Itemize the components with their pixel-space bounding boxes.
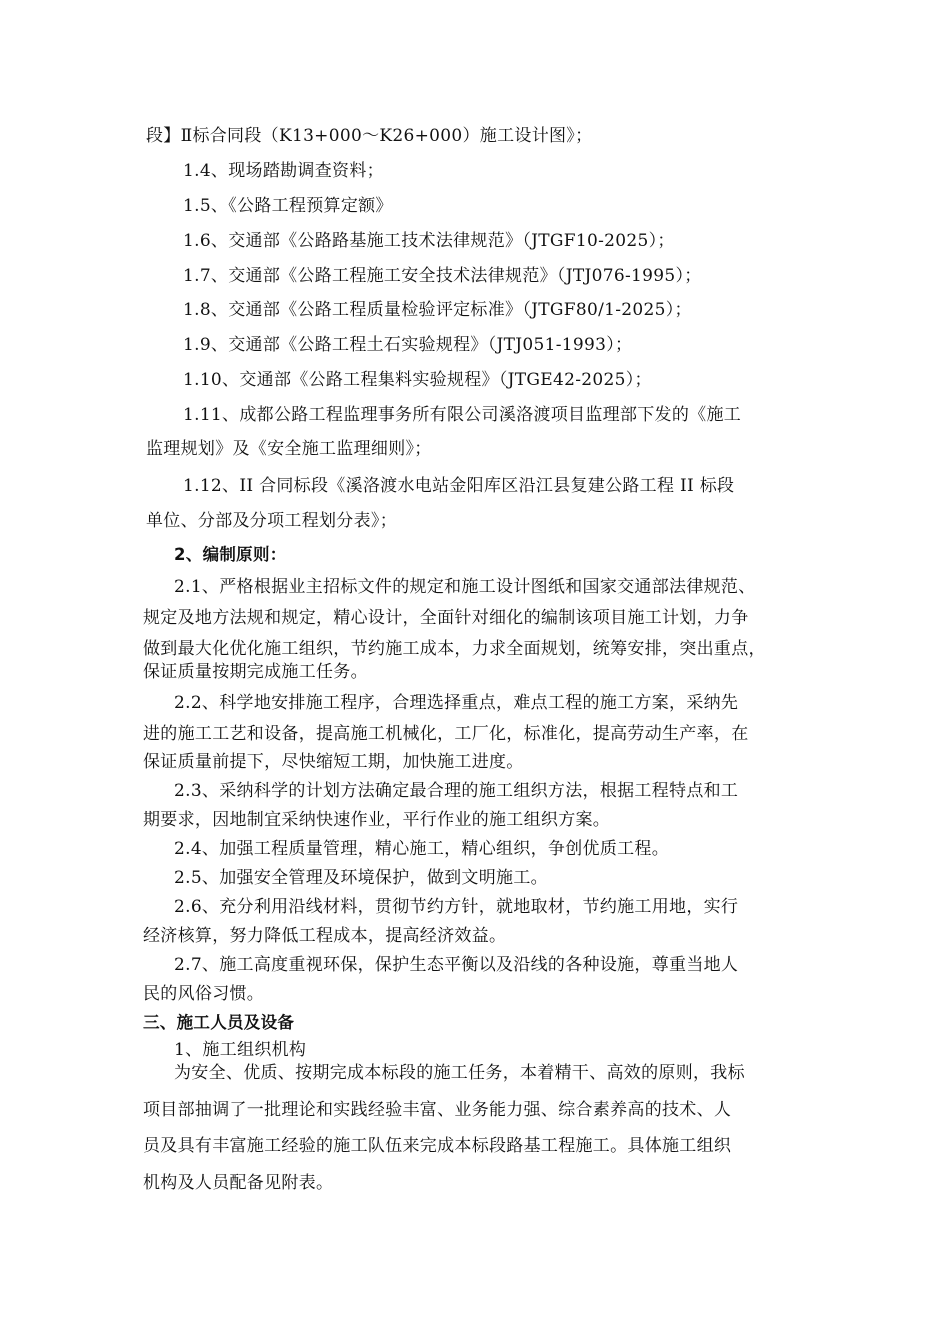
section-heading: 2、编制原则： — [174, 545, 287, 564]
text-line: 1.10、交通部《公路工程集料实验规程》（JTGE42-2025）； — [183, 370, 652, 390]
text-line: 单位、分部及分项工程划分表》； — [146, 511, 397, 531]
text-line: 员及具有丰富施工经验的施工队伍来完成本标段路基工程施工。具体施工组织 — [143, 1136, 732, 1156]
text-line: 2.1、严格根据业主招标文件的规定和施工设计图纸和国家交通部法律规范、 — [174, 577, 756, 597]
section-heading: 三、施工人员及设备 — [143, 1013, 295, 1032]
text-line: 进的施工工艺和设备，提高施工机械化，工厂化，标准化，提高劳动生产率，在 — [143, 724, 749, 744]
text-line: 1.12、II 合同标段《溪洛渡水电站金阳库区沿江县复建公路工程 II 标段 — [183, 476, 735, 496]
text-line: 1.11、成都公路工程监理事务所有限公司溪洛渡项目监理部下发的《施工 — [183, 405, 742, 425]
text-line: 项目部抽调了一批理论和实践经验丰富、业务能力强、综合素养高的技术、人 — [143, 1100, 732, 1120]
text-line: 1.5、《公路工程预算定额》 — [183, 196, 393, 216]
text-line: 段】Ⅱ标合同段（K13+000～K26+000）施工设计图》； — [146, 126, 593, 146]
text-line: 保证质量按期完成施工任务。 — [143, 662, 368, 682]
text-line: 经济核算，努力降低工程成本，提高经济效益。 — [143, 926, 507, 946]
text-line: 1.6、交通部《公路路基施工技术法律规范》（JTGF10-2025）； — [183, 231, 675, 251]
text-line: 为安全、优质、按期完成本标段的施工任务，本着精干、高效的原则，我标 — [174, 1063, 745, 1083]
text-line: 机构及人员配备见附表。 — [143, 1173, 334, 1193]
text-line: 2.7、施工高度重视环保，保护生态平衡以及沿线的各种设施，尊重当地人 — [174, 955, 739, 975]
text-line: 1.8、交通部《公路工程质量检验评定标准》（JTGF80/1-2025）； — [183, 300, 692, 320]
subsection-heading: 1、施工组织机构 — [174, 1040, 307, 1060]
text-line: 2.3、采纳科学的计划方法确定最合理的施工组织方法，根据工程特点和工 — [174, 781, 739, 801]
text-line: 2.5、加强安全管理及环境保护，做到文明施工。 — [174, 868, 548, 888]
text-line: 期要求，因地制宜采纳快速作业，平行作业的施工组织方案。 — [143, 810, 611, 830]
text-line: 做到最大化优化施工组织，节约施工成本，力求全面规划，统筹安排，突出重点， — [143, 639, 766, 659]
text-line: 1.9、交通部《公路工程土石实验规程》（JTJ051-1993）； — [183, 335, 633, 355]
text-line: 1.7、交通部《公路工程施工安全技术法律规范》（JTJ076-1995）； — [183, 266, 702, 286]
text-line: 保证质量前提下，尽快缩短工期，加快施工进度。 — [143, 752, 524, 772]
text-line: 2.2、科学地安排施工程序，合理选择重点，难点工程的施工方案，采纳先 — [174, 693, 739, 713]
text-line: 1.4、现场踏勘调查资料； — [183, 161, 384, 181]
text-line: 2.4、加强工程质量管理，精心施工，精心组织，争创优质工程。 — [174, 839, 670, 859]
text-line: 规定及地方法规和规定，精心设计，全面针对细化的编制该项目施工计划，力争 — [143, 608, 749, 628]
text-line: 监理规划》及《安全施工监理细则》； — [146, 439, 432, 459]
text-line: 民的风俗习惯。 — [143, 984, 265, 1004]
text-line: 2.6、充分利用沿线材料，贯彻节约方针，就地取材，节约施工用地，实行 — [174, 897, 739, 917]
